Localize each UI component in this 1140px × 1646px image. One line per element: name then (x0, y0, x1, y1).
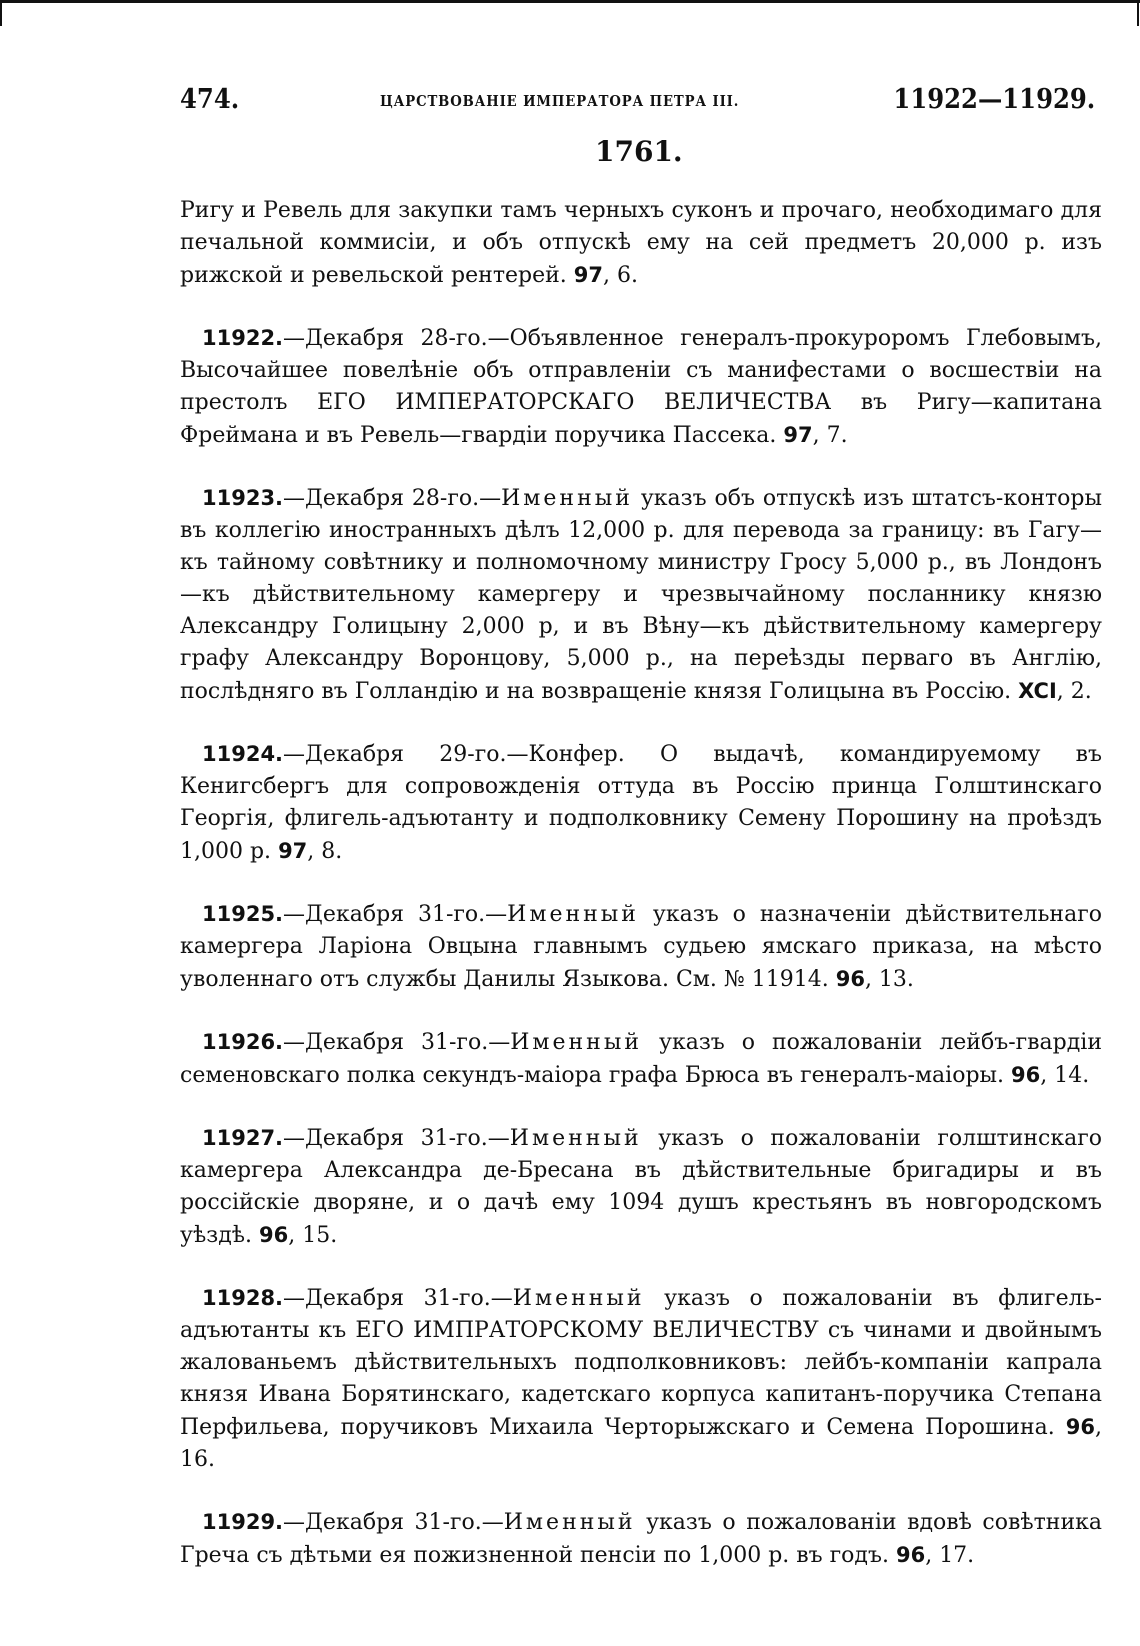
decree-kind: Именный (503, 1510, 636, 1535)
entry-text: указъ о пожалованіи вдовѣ совѣтника Греча съ дѣтьми ея пожизненной пенсіи по 1,000 р. въ годъ. (180, 1510, 1102, 1568)
source-volume: 97 (783, 423, 813, 447)
entry-date: —Декабря 31-го.— (283, 1510, 504, 1535)
law-entry (180, 1122, 1102, 1252)
source-page: , 2. (1056, 679, 1092, 704)
page-body (180, 195, 1102, 1602)
source-volume: 97 (278, 839, 308, 863)
entry-date: —Декабря 31-го.— (283, 902, 508, 927)
source-page: , 7. (812, 423, 848, 448)
entry-number: 11925. (202, 902, 284, 926)
law-entry (180, 322, 1102, 452)
page-number: 474. (180, 84, 240, 115)
entry-date: —Декабря 31-го.— (283, 1030, 511, 1055)
entry-date: —Декабря 29-го.— (283, 742, 529, 767)
entry-number: 11923. (202, 486, 284, 510)
source-page: , 8. (307, 839, 343, 864)
continuation-paragraph (180, 195, 1102, 292)
source-volume: 96 (259, 1223, 289, 1247)
running-title: ЦАРСТВОВАНІЕ ИМПЕРАТОРА ПЕТРА III. (380, 92, 740, 110)
year-heading: 1761. (595, 135, 683, 168)
source-page: , 15. (288, 1223, 338, 1248)
entry-text: Объявленное генералъ-прокуроромъ Глебовымъ, Высочайшее повелѣніе объ отправленіи съ манифестами о восшествіи на престолъ ЕГО ИМПЕРАТОРСКАГО ВЕЛИЧЕСТВА въ Ригу—капитана Фреймана и въ Ревель—гвардіи поручика Пассека. (180, 326, 1102, 448)
entry-number: 11929. (202, 1510, 284, 1534)
entry-date: —Декабря 31-го.— (283, 1286, 513, 1311)
page-left-edge (0, 0, 2, 26)
entry-text: указъ о назначеніи дѣйствительнаго камергера Ларіона Овцына главнымъ судьею ямскаго приказа, на мѣсто уволеннаго отъ службы Данилы Языкова. См. № 11914. (180, 902, 1102, 992)
decree-kind: Именный (512, 1286, 645, 1311)
law-entry (180, 482, 1102, 708)
decree-kind: Именный (509, 1126, 642, 1151)
entry-text: указъ объ отпускѣ изъ штатсъ-конторы въ коллегію иностранныхъ дѣлъ 12,000 р. для перевода за границу: въ Гагу—къ тайному совѣтнику и полномочному министру Гросу 5,000 р., въ Лондонъ—къ дѣйствительному камергеру и чрезвычайному посланнику князю Александру Голицыну 2,000 р, и въ Вѣну—къ дѣйствительному камергеру графу Александру Воронцову, 5,000 р., на переѣзды перваго въ Англію, послѣдняго въ Голландію и на возвращеніе князя Голицына въ Россію. (180, 486, 1102, 704)
law-entry (180, 1026, 1102, 1092)
page-top-rule (0, 0, 1140, 3)
page-header (180, 84, 1095, 124)
entry-number: 11926. (202, 1030, 284, 1054)
source-volume: 96 (835, 967, 865, 991)
decree-kind: Именный (507, 902, 639, 927)
source-volume: 97 (573, 263, 603, 287)
entry-range: 11922—11929. (893, 84, 1095, 115)
source-volume: 96 (895, 1543, 926, 1567)
entry-number: 11927. (202, 1126, 284, 1150)
source-page: , 16. (180, 1415, 1102, 1472)
source-volume: 96 (1065, 1415, 1095, 1439)
entry-date: —Декабря 28-го.— (283, 486, 502, 511)
law-entry (180, 738, 1102, 868)
source-page: , 6. (603, 263, 638, 288)
source-page: , 17. (925, 1543, 975, 1568)
entry-text: указъ о пожалованіи голштинскаго камергера Александра де-Бресана въ дѣйствительные бригадиры и въ россійскіе дворяне, и о дачѣ ему 1094 душъ крестьянъ въ новгородскомъ уѣздѣ. (180, 1126, 1102, 1248)
decree-kind: Именный (510, 1030, 643, 1055)
page-right-edge (1137, 0, 1139, 26)
law-entry (180, 898, 1102, 996)
entry-date: —Декабря 31-го.— (283, 1126, 510, 1151)
law-entry (180, 1282, 1102, 1476)
decree-kind: Именный (501, 486, 633, 511)
entry-number: 11928. (202, 1286, 284, 1310)
continuation-text: Ригу и Ревель для закупки тамъ черныхъ суконъ и прочаго, необходимаго для печальной коммисіи, и объ отпускѣ ему на сей предметъ 20,000 р. изъ рижской и ревельской рентерей. (180, 198, 1102, 288)
entry-text: указъ о пожалованіи лейбъ-гвардіи семеновскаго полка секундъ-маіора графа Брюса въ генералъ-маіоры. (180, 1030, 1103, 1088)
source-volume: 96 (1011, 1063, 1041, 1087)
source-page: , 13. (864, 967, 914, 992)
law-entry (180, 1506, 1102, 1572)
entry-number: 11924. (202, 742, 284, 766)
entry-date: —Декабря 28-го.— (283, 326, 510, 351)
entry-number: 11922. (202, 326, 284, 350)
source-page: , 14. (1040, 1063, 1090, 1088)
entry-text: указъ о пожалованіи въ флигель-адъютанты къ ЕГО ИМПРАТОРСКОМУ ВЕЛИЧЕСТВУ съ чинами и двойнымъ жалованьемъ дѣйствительныхъ подполковниковъ: лейбъ-компаніи капрала князя Ивана Борятинскаго, кадетскаго корпуса капитанъ-поручика Степана Перфильева, поручиковъ Михаила Черторыжскаго и Семена Порошина. (180, 1286, 1102, 1440)
entry-text: Конфер. О выдачѣ, командируемому въ Кенигсбергъ для сопровожденія оттуда въ Россію принца Голштинскаго Георгія, флигель-адъютанту и подполковнику Семену Порошину на проѣздъ 1,000 р. (180, 742, 1103, 864)
source-volume: XCI (1018, 679, 1057, 703)
